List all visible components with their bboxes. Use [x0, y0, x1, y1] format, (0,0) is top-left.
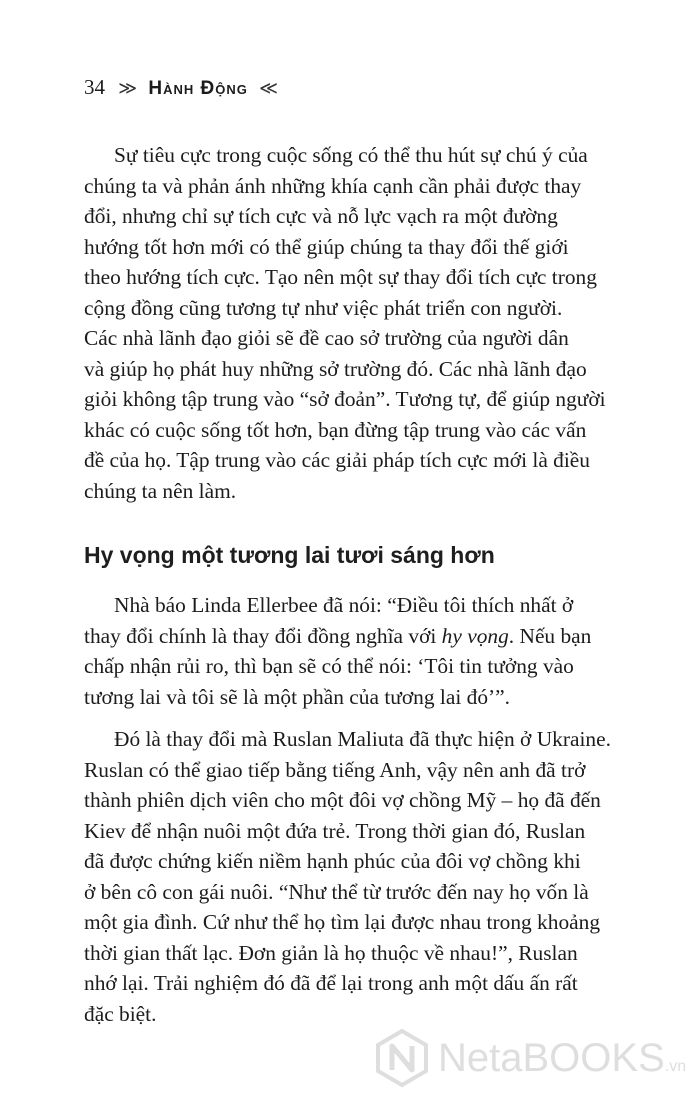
paragraph-1	[84, 140, 674, 506]
text-run: thay đổi chính là thay đổi đồng nghĩa với	[84, 623, 442, 648]
text-line: đặc biệt.	[84, 1001, 157, 1026]
watermark-suffix: .vn	[664, 1058, 687, 1075]
text-line: đổi, nhưng chỉ sự tích cực và nỗ lực vạch ra một đường	[84, 204, 558, 228]
text-line: Nhà báo Linda Ellerbee đã nói: “Điều tôi thích nhất ở	[114, 593, 574, 617]
section-heading: Hy vọng một tương lai tươi sáng hơn	[84, 542, 495, 568]
text-line: Đó là thay đổi mà Ruslan Maliuta đã thực hiện ở Ukraine.	[114, 727, 611, 751]
text-line: đề của họ. Tập trung vào các giải pháp tích cực mới là điều	[84, 448, 590, 472]
text-line: chúng ta và phản ánh những khía cạnh cần phải được thay	[84, 173, 582, 198]
right-chevrons: ≪	[259, 78, 278, 98]
text-line: đã được chứng kiến niềm hạnh phúc của đôi vợ chồng khi	[84, 849, 581, 873]
text-line: Các nhà lãnh đạo giỏi sẽ đề cao sở trường của người dân	[84, 326, 569, 350]
watermark	[372, 1028, 692, 1088]
text-line: theo hướng tích cực. Tạo nên một sự thay đổi tích cực trong	[84, 265, 597, 289]
text-line: một gia đình. Cứ như thể họ tìm lại được nhau trong khoảng	[84, 910, 601, 934]
text-line: Ruslan có thể giao tiếp bằng tiếng Anh, vậy nên anh đã trở	[84, 757, 586, 782]
paragraph-2	[84, 590, 674, 712]
text-line: khác có cuộc sống tốt hơn, bạn đừng tập trung vào các vấn	[84, 417, 587, 442]
text-line: chấp nhận rủi ro, thì bạn sẽ có thể nói: ‘Tôi tin tưởng vào	[84, 654, 574, 678]
text-line: Sự tiêu cực trong cuộc sống có thể thu hút sự chú ý của	[114, 143, 588, 167]
text-line: cộng đồng cũng tương tự như việc phát triển con người.	[84, 295, 563, 320]
text-line: tương lai và tôi sẽ là một phần của tương lai đó’”.	[84, 684, 510, 709]
left-chevrons: ≫	[118, 78, 138, 98]
text-line: ở bên cô con gái nuôi. “Như thể từ trước đến nay họ vốn là	[84, 879, 589, 904]
text-line: Kiev để nhận nuôi một đứa trẻ. Trong thời gian đó, Ruslan	[84, 818, 586, 843]
italic-text-run: hy vọng	[441, 623, 509, 648]
text-line: thành phiên dịch viên cho một đôi vợ chồng Mỹ – họ đã đến	[84, 788, 601, 812]
text-line: thời gian thất lạc. Đơn giản là họ thuộc về nhau!”, Ruslan	[84, 940, 578, 965]
text-run: . Nếu bạn	[508, 623, 592, 648]
netabooks-logo-icon	[372, 1028, 432, 1088]
text-line: giỏi không tập trung vào “sở đoản”. Tương tự, để giúp người	[84, 387, 606, 411]
text-line: chúng ta nên làm.	[84, 478, 237, 503]
page-number: 34	[84, 75, 105, 99]
paragraph-3	[84, 724, 674, 1029]
text-line-with-italic	[84, 621, 674, 652]
text-line: nhớ lại. Trải nghiệm đó đã để lại trong anh một dấu ấn rất	[84, 971, 578, 995]
chapter-title: Hành Động	[148, 78, 248, 99]
watermark-text	[438, 1034, 686, 1091]
text-line: và giúp họ phát huy những sở trường đó. Các nhà lãnh đạo	[84, 356, 587, 381]
running-head	[84, 74, 278, 102]
text-line: hướng tốt hơn mới có thể giúp chúng ta thay đổi thế giới	[84, 234, 569, 259]
watermark-brand: NetaBOOKS	[438, 1036, 665, 1080]
